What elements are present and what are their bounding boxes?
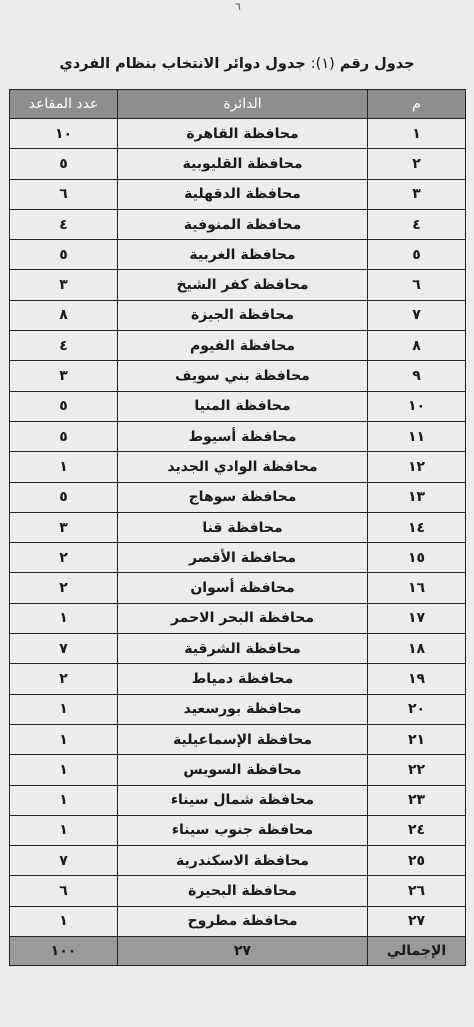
districts-table [9, 89, 466, 966]
row-index-cell: ٦ [368, 270, 466, 300]
row-index-cell: ١٨ [368, 634, 466, 664]
seats-cell: ١ [10, 603, 118, 633]
seats-cell: ١ [10, 785, 118, 815]
table-row [10, 603, 466, 633]
table-row [10, 543, 466, 573]
table-row [10, 209, 466, 239]
row-index-cell: ٢٤ [368, 815, 466, 845]
district-cell: محافظة المنيا [118, 391, 368, 421]
table-row [10, 512, 466, 542]
seats-cell: ٦ [10, 179, 118, 209]
table-row [10, 452, 466, 482]
table-row [10, 149, 466, 179]
district-cell: محافظة شمال سيناء [118, 785, 368, 815]
district-cell: محافظة دمياط [118, 664, 368, 694]
total-label: الإجمالي [368, 937, 466, 966]
table-row [10, 815, 466, 845]
row-index-cell: ١٤ [368, 512, 466, 542]
seats-cell: ١ [10, 815, 118, 845]
district-cell: محافظة المنوفية [118, 209, 368, 239]
row-index-cell: ٨ [368, 331, 466, 361]
seats-cell: ٣ [10, 512, 118, 542]
row-index-cell: ٣ [368, 179, 466, 209]
seats-cell: ٢ [10, 664, 118, 694]
header-district: الدائرة [118, 90, 368, 119]
district-cell: محافظة الأقصر [118, 543, 368, 573]
table-caption [0, 56, 474, 72]
seats-cell: ٤ [10, 209, 118, 239]
row-index-cell: ٥ [368, 240, 466, 270]
district-cell: محافظة بني سويف [118, 361, 368, 391]
header-row [10, 90, 466, 119]
table-row [10, 270, 466, 300]
row-index-cell: ١٣ [368, 482, 466, 512]
page-number: ٦ [235, 0, 241, 13]
district-cell: محافظة البحر الاحمر [118, 603, 368, 633]
district-cell: محافظة البحيرة [118, 876, 368, 906]
table-row [10, 694, 466, 724]
seats-cell: ٨ [10, 300, 118, 330]
seats-cell: ٢ [10, 573, 118, 603]
seats-cell: ٥ [10, 421, 118, 451]
seats-cell: ١ [10, 755, 118, 785]
row-index-cell: ٢٦ [368, 876, 466, 906]
district-cell: محافظة الدقهلية [118, 179, 368, 209]
row-index-cell: ١٢ [368, 452, 466, 482]
district-cell: محافظة الجيزة [118, 300, 368, 330]
header-seats: عدد المقاعد [10, 90, 118, 119]
row-index-cell: ١٥ [368, 543, 466, 573]
seats-cell: ٥ [10, 482, 118, 512]
row-index-cell: ٢٥ [368, 846, 466, 876]
seats-cell: ٧ [10, 634, 118, 664]
caption-title: جدول دوائر الانتخاب بنظام الفردي [59, 56, 306, 72]
row-index-cell: ٢٣ [368, 785, 466, 815]
district-cell: محافظة الإسماعيلية [118, 724, 368, 754]
table-row [10, 119, 466, 149]
row-index-cell: ٢٧ [368, 906, 466, 936]
table-row [10, 573, 466, 603]
caption-number: (١): [310, 56, 335, 72]
seats-cell: ٣ [10, 361, 118, 391]
seats-cell: ١ [10, 724, 118, 754]
district-cell: محافظة الوادي الجديد [118, 452, 368, 482]
table-row [10, 421, 466, 451]
row-index-cell: ١١ [368, 421, 466, 451]
seats-cell: ٥ [10, 391, 118, 421]
row-index-cell: ٢ [368, 149, 466, 179]
district-cell: محافظة الاسكندرية [118, 846, 368, 876]
row-index-cell: ٢٢ [368, 755, 466, 785]
district-cell: محافظة الغربية [118, 240, 368, 270]
row-index-cell: ١٠ [368, 391, 466, 421]
row-index-cell: ٩ [368, 361, 466, 391]
row-index-cell: ١٩ [368, 664, 466, 694]
table-row [10, 664, 466, 694]
seats-cell: ١ [10, 906, 118, 936]
caption-prefix: جدول رقم [339, 56, 415, 72]
district-cell: محافظة القاهرة [118, 119, 368, 149]
seats-cell: ٢ [10, 543, 118, 573]
table-row [10, 785, 466, 815]
table-row [10, 846, 466, 876]
header-index: م [368, 90, 466, 119]
seats-cell: ٥ [10, 240, 118, 270]
district-cell: محافظة القليوبية [118, 149, 368, 179]
total-row [10, 937, 466, 966]
table-row [10, 361, 466, 391]
seats-cell: ١٠ [10, 119, 118, 149]
table-row [10, 300, 466, 330]
district-cell: محافظة جنوب سيناء [118, 815, 368, 845]
row-index-cell: ٢٠ [368, 694, 466, 724]
table-row [10, 755, 466, 785]
row-index-cell: ٤ [368, 209, 466, 239]
table-row [10, 240, 466, 270]
seats-cell: ٦ [10, 876, 118, 906]
row-index-cell: ٧ [368, 300, 466, 330]
table-row [10, 331, 466, 361]
seats-cell: ٣ [10, 270, 118, 300]
total-seats: ١٠٠ [10, 937, 118, 966]
district-cell: محافظة أسيوط [118, 421, 368, 451]
table-row [10, 876, 466, 906]
row-index-cell: ١٧ [368, 603, 466, 633]
district-cell: محافظة كفر الشيخ [118, 270, 368, 300]
seats-cell: ٧ [10, 846, 118, 876]
district-cell: محافظة أسوان [118, 573, 368, 603]
total-districts: ٢٧ [118, 937, 368, 966]
seats-cell: ٤ [10, 331, 118, 361]
district-cell: محافظة بورسعيد [118, 694, 368, 724]
row-index-cell: ١ [368, 119, 466, 149]
table-row [10, 724, 466, 754]
district-cell: محافظة الفيوم [118, 331, 368, 361]
district-cell: محافظة قنا [118, 512, 368, 542]
district-cell: محافظة مطروح [118, 906, 368, 936]
seats-cell: ١ [10, 694, 118, 724]
row-index-cell: ٢١ [368, 724, 466, 754]
table-row [10, 391, 466, 421]
table-row [10, 179, 466, 209]
district-cell: محافظة الشرقية [118, 634, 368, 664]
seats-cell: ٥ [10, 149, 118, 179]
row-index-cell: ١٦ [368, 573, 466, 603]
district-cell: محافظة السويس [118, 755, 368, 785]
table-row [10, 906, 466, 936]
table-row [10, 482, 466, 512]
seats-cell: ١ [10, 452, 118, 482]
district-cell: محافظة سوهاج [118, 482, 368, 512]
table-row [10, 634, 466, 664]
